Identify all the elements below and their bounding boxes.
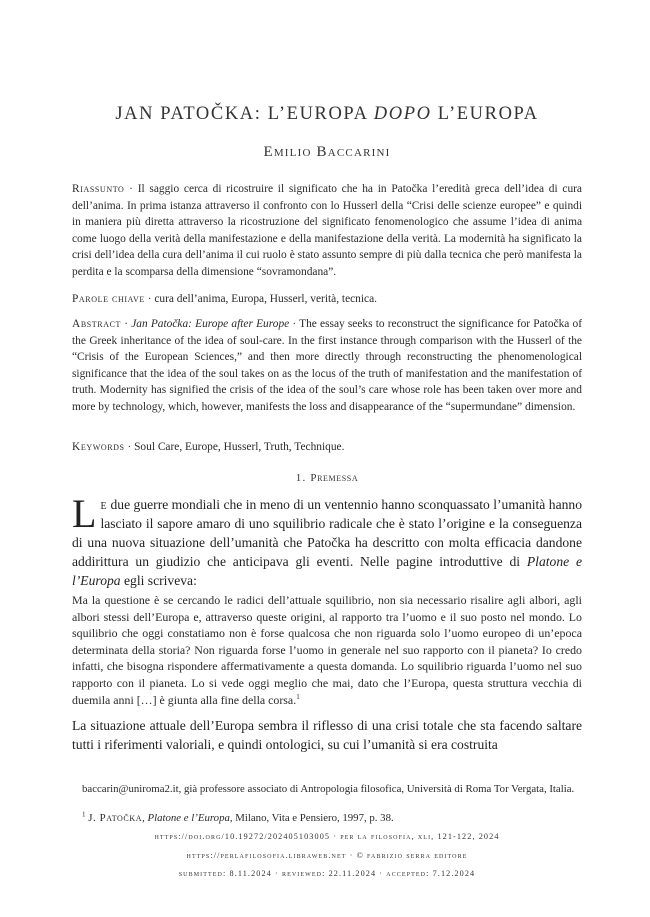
abstract-text: The essay seeks to reconstruct the significance for Patočka of the Greek inheritance of the idea of soul-care. In the first instance through comparison with the Husserl of the “Crisis of the European Sciences,” and then more directly through reconstructing the phenomenological significance that the idea of the soul takes on as the locus of the truth of manifestation and the manifestation of truth. Modernity has signified the crisis of the idea of the soul’s care whose role has been taken over more and more by technology, which, however, manifests the loss and disappearance of the “supermundane” dimension. <box>72 318 582 413</box>
author-footnote: baccarin@uniroma2.it, già professore associato di Antropologia filosofica, Università di Roma Tor Vergata, Italia. <box>82 783 575 795</box>
separator: · <box>289 318 300 330</box>
abstract-paragraph <box>72 316 582 416</box>
keywords-text: Soul Care, Europe, Husserl, Truth, Technique. <box>134 441 345 453</box>
body-paragraph-1 <box>72 491 582 590</box>
footnote-number: 1 <box>82 810 86 819</box>
section-number: 1. <box>295 472 307 484</box>
riassunto-text: Il saggio cerca di ricostruire il significato che ha in Patočka l’eredità greca dell’idea di cura dell’anima. In prima istanza attraverso il confronto con lo Husserl della “Crisi delle scienze europee” e quindi in maniera più diretta attraverso la ricostruzione del significato fenomenologico che assume l’idea di anima come luogo della verità della manifestazione e della manifestazione della verità. La modernità ha significato la crisi dell’idea della cura dell’anima il cui ruolo è stato assunto sempre di più dalla tecnica che però manifesta la perdita e la scomparsa della dimensione “sovramondana”. <box>72 183 582 278</box>
abstract-title: Jan Patočka: Europe after Europe <box>131 318 290 330</box>
body-paragraph-2: La situazione attuale dell’Europa sembra il riflesso di una crisi totale che sta facendo saltare tutti i riferimenti valoriali, e quindi ontologici, su cui l’umanità si era costruita <box>72 718 582 752</box>
keywords-label: Keywords <box>72 441 125 453</box>
abstract-label: Abstract <box>72 318 122 330</box>
title-part-1: JAN PATOČKA: L’EUROPA <box>115 104 374 124</box>
footnote-ref: 1 <box>296 692 300 701</box>
parole-chiave-line <box>72 291 582 308</box>
keywords-line <box>72 439 582 456</box>
block-quote <box>72 592 582 708</box>
footnote-author: J. Patočka <box>88 812 143 824</box>
title-part-italic: DOPO <box>373 104 432 124</box>
publisher-line: https://perlafilosofia.libraweb.net · © fabrizio serra editore <box>186 851 468 860</box>
separator: · <box>124 183 138 195</box>
title-part-2: L’EUROPA <box>431 104 539 124</box>
section-heading <box>72 472 582 484</box>
parole-chiave-text: cura dell’anima, Europa, Husserl, verità, tecnica. <box>154 293 377 305</box>
first-word-rest: e <box>100 497 108 512</box>
article-author: Emilio Baccarini <box>263 144 391 160</box>
separator: · <box>124 441 135 453</box>
dates-line: submitted: 8.11.2024 · reviewed: 22.11.2024 · accepted: 7.12.2024 <box>178 869 476 878</box>
book-title: Platone e l’Europa <box>72 554 582 588</box>
separator: · <box>144 293 155 305</box>
quote-text: Ma la questione è se cercando le radici dell’attuale squilibrio, non sia necessario risalire agli albori, agli albori stessi dell’Europa e, attraverso queste origini, al rapporto tra l’uomo e il suo posto nel mondo. Lo squilibrio che oggi constatiamo non è forse qualcosa che non riguarda solo l’uomo europeo di un’epoca determinata della storia? Non riguarda forse l’uomo in generale nel suo rapporto con il pianeta? Io credo infatti, che bisogna rispondere affermativamente a questa domanda. Lo squilibrio riguarda l’uomo nel suo rapporto con il pianeta. Lo si vede oggi meglio che mai, dato che l’Europa, questa struttura vecchia di duemila anni […] è giunta alla fine della corsa. <box>72 593 582 707</box>
footnote-rest: , Milano, Vita e Pensiero, 1997, p. 38. <box>229 812 394 824</box>
section-title: Premessa <box>310 472 359 484</box>
footnote-book: Platone e l’Europa <box>147 812 230 824</box>
paragraph-1-text-b: egli scriveva: <box>120 573 197 588</box>
article-title <box>72 104 582 125</box>
separator: · <box>121 318 132 330</box>
parole-chiave-label: Parole chiave <box>72 293 145 305</box>
paragraph-1-text-a: due guerre mondiali che in meno di un ventennio hanno sconquassato l’umanità hanno lasciato il sapore amaro di uno squilibrio radicale che è stato l’origine e la conseguenza di una nuova situazione dell’umanità che Patočka ha descritto con molta efficacia dandone addirittura un giudizio che anticipava gli eventi. Nelle pagine introduttive di <box>72 497 582 569</box>
riassunto-paragraph <box>72 181 582 281</box>
footnote-1: $^1$ J. Patočka, Platone e l’Europa, Milano, Vita e Pensiero, 1997, p. 38. <box>82 810 394 824</box>
riassunto-label: Riassunto <box>72 183 125 195</box>
doi-line: https://doi.org/10.19272/202405103005 · per la filosofia, xli, 121-122, 2024 <box>154 832 500 841</box>
dropcap: L <box>72 491 97 536</box>
